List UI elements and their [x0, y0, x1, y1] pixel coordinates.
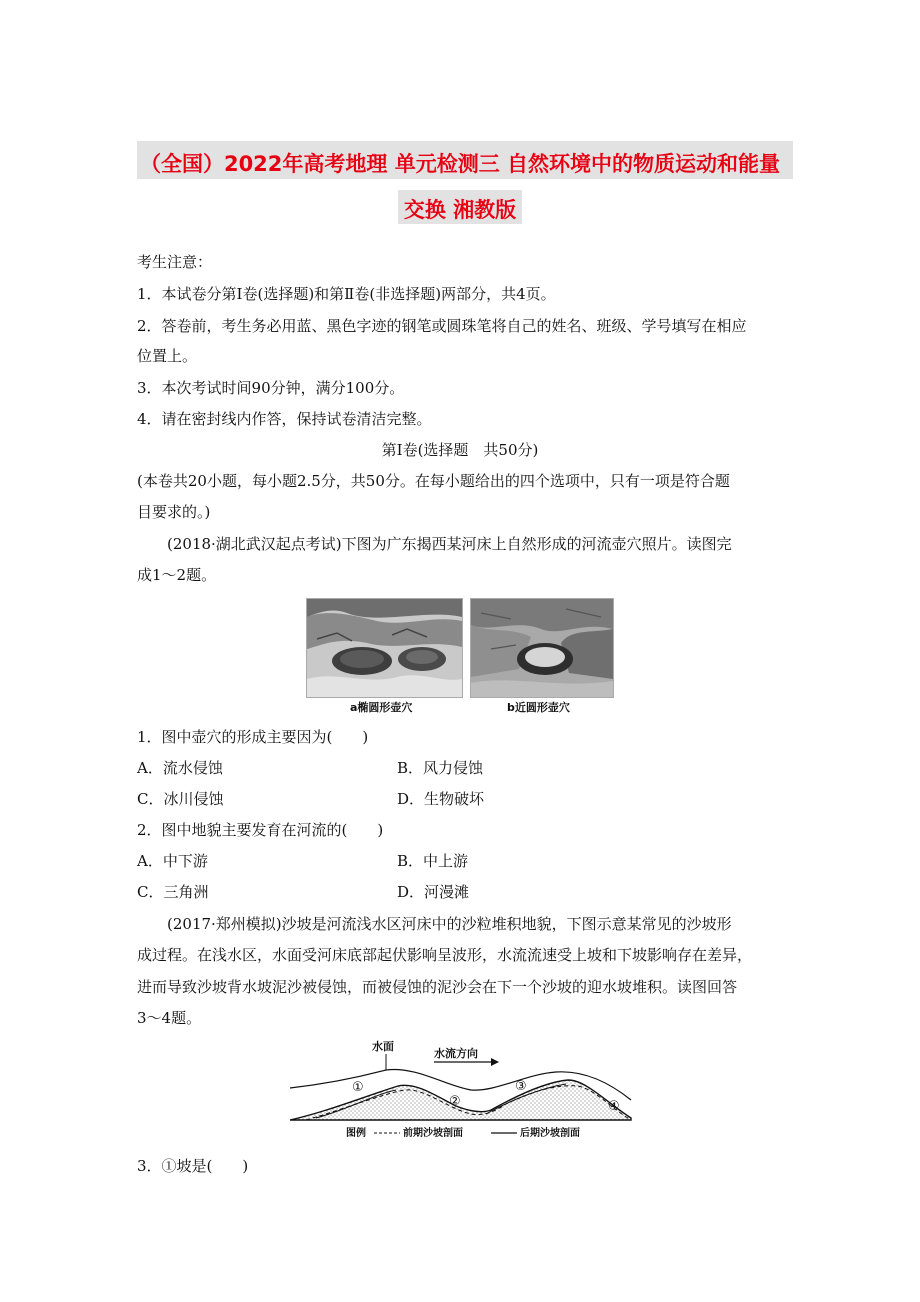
notice-heading: 考生注意：: [137, 253, 213, 271]
marker-1: ①: [352, 1080, 364, 1095]
doc-title-line1: （全国）2022年高考地理 单元检测三 自然环境中的物质运动和能量: [139, 152, 781, 176]
marker-4: ④: [608, 1099, 620, 1114]
passage-2-line: (2017·郑州模拟)沙坡是河流浅水区河床中的沙粒堆积地貌，下图示意某常见的沙坡形: [167, 915, 732, 933]
marker-3: ③: [515, 1079, 527, 1094]
question-1-option-b: B．风力侵蚀: [397, 759, 484, 777]
doc-title-line2: 交换 湘教版: [403, 198, 517, 222]
notice-item-3: 3．本次考试时间90分钟，满分100分。: [137, 379, 405, 397]
section-heading: 第Ⅰ卷(选择题 共50分): [381, 441, 539, 459]
question-1-option-d: D．生物破坏: [397, 790, 485, 808]
legend-later-profile: 后期沙坡剖面: [520, 1128, 580, 1139]
question-2-option-b: B．中上游: [397, 852, 469, 870]
notice-item-4: 4．请在密封线内作答，保持试卷清洁完整。: [137, 410, 432, 428]
question-1-option-a: A．流水侵蚀: [137, 759, 223, 777]
question-1-option-c: C．冰川侵蚀: [137, 790, 224, 808]
notice-item-2a: 2．答卷前，考生务必用蓝、黑色字迹的钢笔或圆珠笔将自己的姓名、班级、学号填写在相应: [137, 317, 747, 335]
marker-2: ②: [449, 1094, 461, 1109]
photo-elliptical-pothole: [306, 598, 463, 698]
legend-earlier-profile: 前期沙坡剖面: [403, 1128, 463, 1139]
water-surface-label: 水面: [372, 1040, 394, 1053]
sand-ripple-diagram: [286, 1038, 646, 1143]
notice-item-2b: 位置上。: [137, 347, 198, 365]
notice-item-1: 1．本试卷分第Ⅰ卷(选择题)和第Ⅱ卷(非选择题)两部分，共4页。: [137, 285, 556, 303]
passage-2-line: 3～4题。: [137, 1009, 202, 1027]
photo-a-caption: a椭圆形壶穴: [350, 701, 413, 714]
question-2-option-c: C．三角洲: [137, 883, 209, 901]
passage-1-line: 成1～2题。: [137, 566, 217, 584]
question-2-option-a: A．中下游: [137, 852, 208, 870]
question-3-stem: 3．①坡是( ): [137, 1157, 249, 1175]
passage-2-line: 进而导致沙坡背水坡泥沙被侵蚀，而被侵蚀的泥沙会在下一个沙坡的迎水坡堆积。读图回答: [137, 978, 738, 996]
photo-b-caption: b近圆形壶穴: [507, 701, 570, 714]
photo-circular-pothole: [470, 598, 614, 698]
flow-direction-label: 水流方向: [434, 1047, 478, 1060]
question-1-stem: 1．图中壶穴的形成主要因为( ): [137, 728, 369, 746]
section-description: 目要求的。): [137, 503, 211, 521]
question-2-option-d: D．河漫滩: [397, 883, 470, 901]
section-description: (本卷共20小题，每小题2.5分，共50分。在每小题给出的四个选项中，只有一项是符合题: [137, 472, 730, 490]
passage-2-line: 成过程。在浅水区，水面受河床底部起伏影响呈波形，水流流速受上坡和下坡影响存在差异，: [137, 946, 753, 964]
passage-1-line: (2018·湖北武汉起点考试)下图为广东揭西某河床上自然形成的河流壶穴照片。读图完: [167, 535, 732, 553]
legend-label: 图例: [346, 1128, 366, 1139]
question-2-stem: 2．图中地貌主要发育在河流的( ): [137, 821, 384, 839]
arrow-head-icon: [491, 1058, 499, 1066]
